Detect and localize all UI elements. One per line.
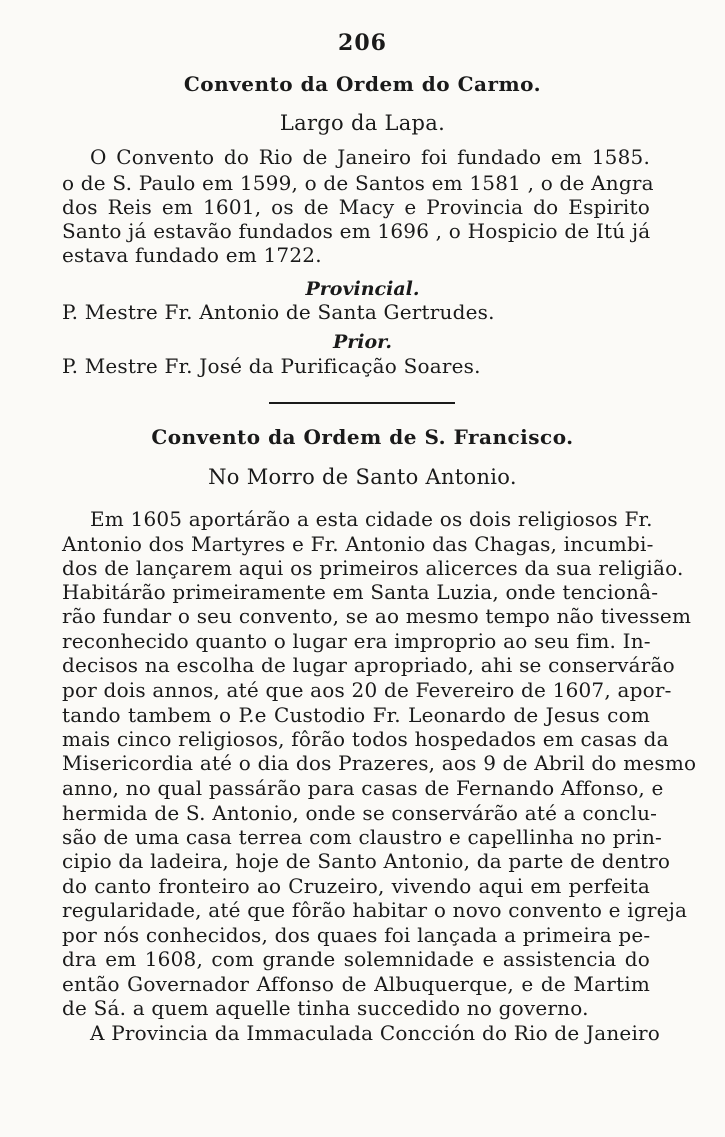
paragraph-line: dra em 1608, com grande solemnidade e assistencia do bbox=[62, 947, 650, 971]
paragraph-line: do canto fronteiro ao Cruzeiro, vivendo aqui em perfeita bbox=[62, 874, 650, 898]
paragraph-line: por dois annos, até que aos 20 de Fevereiro de 1607, apor- bbox=[62, 678, 672, 702]
paragraph-line: Habitárão primeiramente em Santa Luzia, onde tencionâ- bbox=[62, 580, 659, 604]
page-number: 206 bbox=[338, 30, 387, 56]
prior-name: P. Mestre Fr. José da Purificação Soares. bbox=[62, 354, 481, 378]
paragraph-line: Antonio dos Martyres e Fr. Antonio das Chagas, incumbi- bbox=[62, 532, 654, 556]
paragraph-line: regularidade, até que fôrão habitar o novo convento e igreja bbox=[62, 898, 688, 922]
provincial-label: Provincial. bbox=[305, 278, 420, 300]
paragraph-line: mais cinco religiosos, fôrão todos hospedados em casas da bbox=[62, 727, 669, 751]
paragraph-line: cipio da ladeira, hoje de Santo Antonio, da parte de dentro bbox=[62, 849, 671, 873]
paragraph-line: são de uma casa terrea com claustro e capellinha no prin- bbox=[62, 825, 662, 849]
paragraph-line: tando tambem o P.e Custodio Fr. Leonardo de Jesus com bbox=[62, 703, 650, 727]
paragraph-line: Santo já estavão fundados em 1696 , o Hospicio de Itú já bbox=[62, 219, 651, 243]
paragraph-line: por nós conhecidos, dos quaes foi lançada a primeira pe- bbox=[62, 923, 651, 947]
paragraph-line: então Governador Affonso de Albuquerque, e de Martim bbox=[62, 972, 650, 996]
paragraph-line: reconhecido quanto o lugar era improprio ao seu fim. In- bbox=[62, 629, 651, 653]
provincial-name: P. Mestre Fr. Antonio de Santa Gertrudes. bbox=[62, 300, 495, 324]
paragraph-line: Em 1605 aportárão a esta cidade os dois religiosos Fr. bbox=[90, 507, 653, 531]
section-title-carmo: Convento da Ordem do Carmo. bbox=[183, 72, 542, 96]
paragraph-line: o de S. Paulo em 1599, o de Santos em 1581 , o de Angra bbox=[62, 171, 654, 195]
prior-label: Prior. bbox=[332, 331, 393, 353]
paragraph-line: A Provincia da Immaculada Concción do Rio de Janeiro bbox=[90, 1021, 661, 1045]
paragraph-line: decisos na escolha de lugar apropriado, ahi se conservárão bbox=[62, 653, 675, 677]
section-title-francisco: Convento da Ordem de S. Francisco. bbox=[151, 425, 574, 449]
paragraph-line: de Sá. a quem aquelle tinha succedido no governo. bbox=[62, 996, 589, 1020]
paragraph-line: Misericordia até o dia dos Prazeres, aos 9 de Abril do mesmo bbox=[62, 751, 697, 775]
paragraph-line: dos Reis em 1601, os de Macy e Provincia do Espirito bbox=[62, 195, 650, 219]
paragraph-line: rão fundar o seu convento, se ao mesmo tempo não tivessem bbox=[62, 604, 692, 628]
paragraph-line: anno, no qual passárão para casas de Fernando Affonso, e bbox=[62, 776, 664, 800]
paragraph-line: dos de lançarem aqui os primeiros alicerces da sua religião. bbox=[62, 556, 684, 580]
paragraph-line: estava fundado em 1722. bbox=[62, 243, 322, 267]
section-subtitle-lapa: Largo da Lapa. bbox=[279, 111, 446, 135]
section-divider bbox=[269, 402, 455, 404]
paragraph-line: hermida de S. Antonio, onde se conservárão até a conclu- bbox=[62, 801, 658, 825]
section-subtitle-santo-antonio: No Morro de Santo Antonio. bbox=[208, 465, 517, 489]
paragraph-line: O Convento do Rio de Janeiro foi fundado em 1585. bbox=[90, 145, 650, 169]
